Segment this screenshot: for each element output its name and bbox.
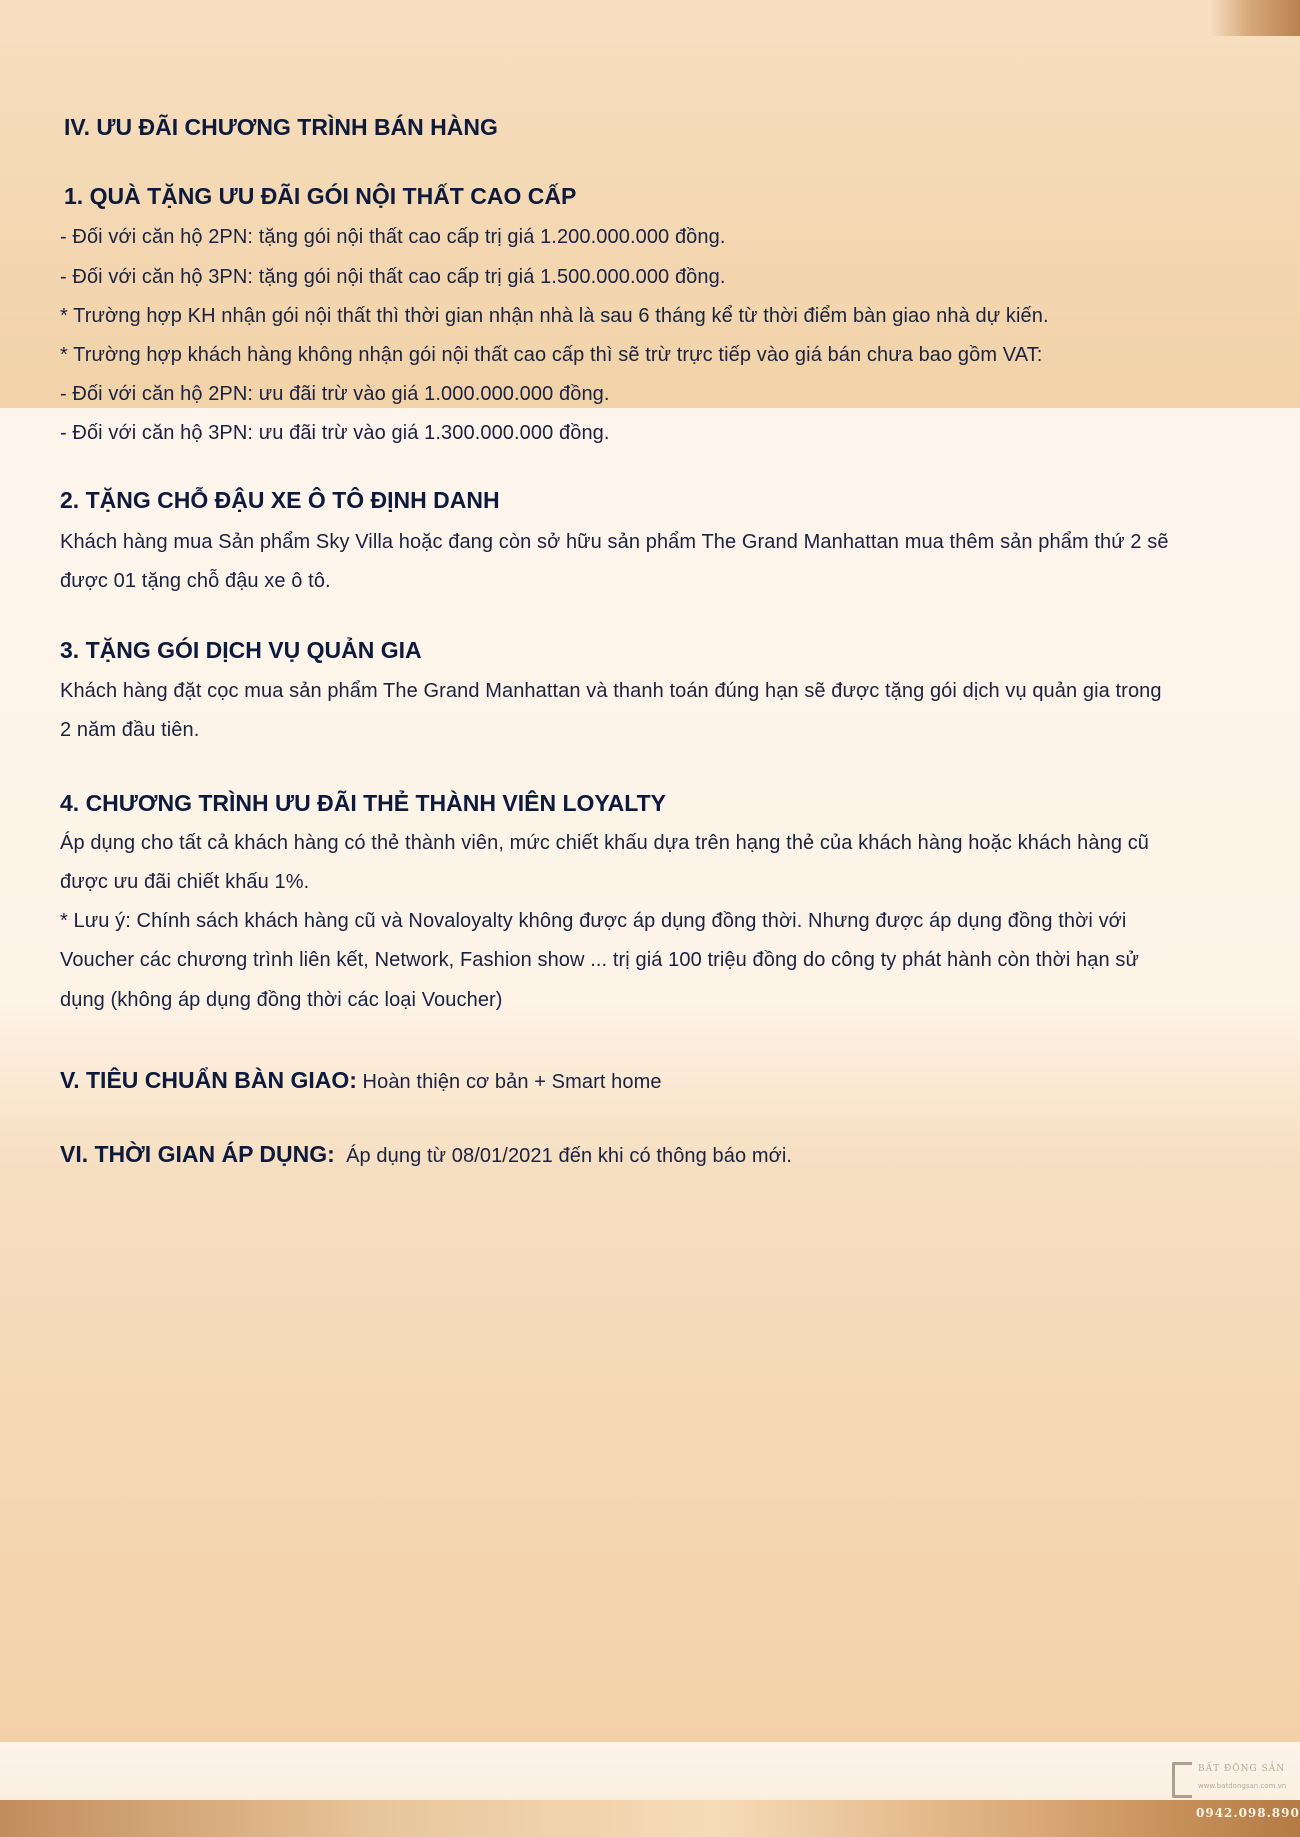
- item1-line: - Đối với căn hộ 2PN: tặng gói nội thất cao cấp trị giá 1.200.000.000 đồng.: [60, 226, 726, 248]
- section-v-value: Hoàn thiện cơ bản + Smart home: [356, 1071, 662, 1093]
- brand-watermark: [1158, 1756, 1298, 1800]
- section-v: [60, 1067, 662, 1095]
- item4-line: được ưu đãi chiết khấu 1%.: [60, 871, 310, 893]
- brand-name: BẤT ĐỘNG SẢN: [1198, 1764, 1286, 1774]
- item1-line: - Đối với căn hộ 3PN: tặng gói nội thất cao cấp trị giá 1.500.000.000 đồng.: [60, 266, 726, 288]
- brand-site: www.batdongsan.com.vn: [1198, 1782, 1287, 1790]
- item4-line: Áp dụng cho tất cả khách hàng có thẻ thành viên, mức chiết khấu dựa trên hạng thẻ của khách hàng hoặc khách hàng cũ: [60, 832, 1150, 854]
- item1-line: * Trường hợp khách hàng không nhận gói nội thất cao cấp thì sẽ trừ trực tiếp vào giá bán chưa bao gồm VAT:: [60, 344, 1043, 366]
- item3-line: 2 năm đầu tiên.: [60, 719, 200, 741]
- footer-phone: 0942.098.890: [1196, 1806, 1300, 1820]
- item2-line: được 01 tặng chỗ đậu xe ô tô.: [60, 570, 331, 592]
- item1-title: 1. QUÀ TẶNG ƯU ĐÃI GÓI NỘI THẤT CAO CẤP: [64, 183, 577, 209]
- brand-logo-icon: [1172, 1762, 1192, 1798]
- section-vi-label: VI. THỜI GIAN ÁP DỤNG:: [60, 1141, 335, 1167]
- item4-line: Voucher các chương trình liên kết, Network, Fashion show ... trị giá 100 triệu đồng do công ty phát hành còn thời hạn sử: [60, 949, 1139, 971]
- item4-line: * Lưu ý: Chính sách khách hàng cũ và Novaloyalty không được áp dụng đồng thời. Nhưng được áp dụng đồng thời với: [60, 910, 1127, 932]
- section-iv-title: IV. ƯU ĐÃI CHƯƠNG TRÌNH BÁN HÀNG: [64, 114, 498, 140]
- section-v-label: V. TIÊU CHUẨN BÀN GIAO:: [60, 1067, 357, 1093]
- item3-title: 3. TẶNG GÓI DỊCH VỤ QUẢN GIA: [60, 637, 422, 663]
- section-vi: [60, 1141, 792, 1169]
- item1-line: * Trường hợp KH nhận gói nội thất thì thời gian nhận nhà là sau 6 tháng kể từ thời điểm bàn giao nhà dự kiến.: [60, 305, 1049, 327]
- item1-line: - Đối với căn hộ 2PN: ưu đãi trừ vào giá 1.000.000.000 đồng.: [60, 383, 610, 405]
- item4-line: dụng (không áp dụng đồng thời các loại Voucher): [60, 989, 503, 1011]
- item3-line: Khách hàng đặt cọc mua sản phẩm The Grand Manhattan và thanh toán đúng hạn sẽ được tặng gói dịch vụ quản gia trong: [60, 680, 1162, 702]
- item4-title: 4. CHƯƠNG TRÌNH ƯU ĐÃI THẺ THÀNH VIÊN LOYALTY: [60, 790, 666, 816]
- item2-title: 2. TẶNG CHỖ ĐẬU XE Ô TÔ ĐỊNH DANH: [60, 487, 500, 513]
- item1-line: - Đối với căn hộ 3PN: ưu đãi trừ vào giá 1.300.000.000 đồng.: [60, 422, 610, 444]
- section-vi-value: Áp dụng từ 08/01/2021 đến khi có thông báo mới.: [334, 1145, 793, 1167]
- item2-line: Khách hàng mua Sản phẩm Sky Villa hoặc đang còn sở hữu sản phẩm The Grand Manhattan mua thêm sản phẩm thứ 2 sẽ: [60, 531, 1169, 553]
